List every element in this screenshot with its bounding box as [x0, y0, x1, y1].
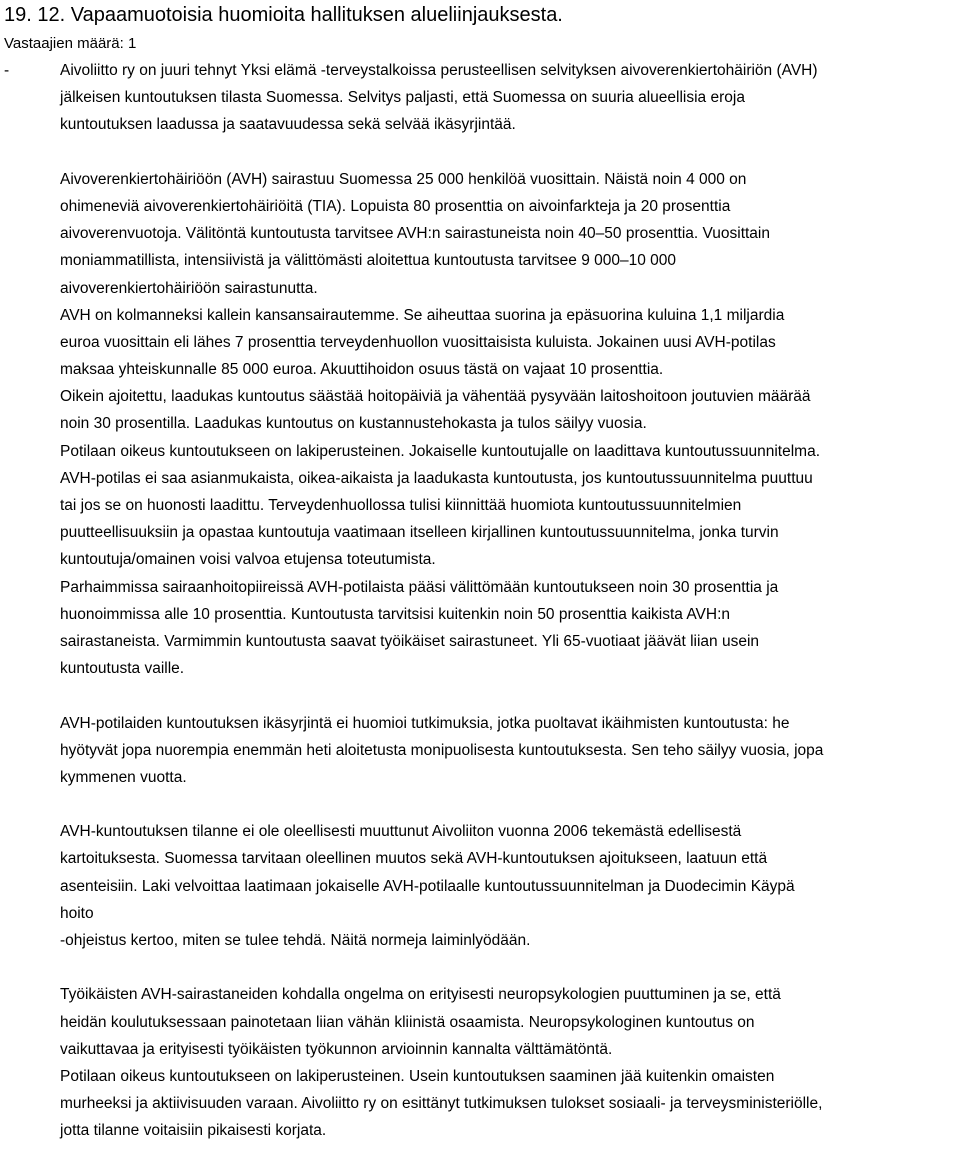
answer-line: AVH on kolmanneksi kallein kansansairautemme. Se aiheuttaa suorina ja epäsuorina kuluina 1,1 miljardia — [60, 306, 785, 324]
answer-line: Aivoverenkiertohäiriöön (AVH) sairastuu Suomessa 25 000 henkilöä vuosittain. Näistä noin 4 000 on — [60, 170, 747, 188]
answer-line: asenteisiin. Laki velvoittaa laatimaan jokaiselle AVH-potilaalle kuntoutussuunnitelman ja Duodecimin Käypä — [60, 877, 795, 895]
answer-line: kuntoutuksen laadussa ja saatavuudessa sekä selvää ikäsyrjintää. — [60, 116, 516, 134]
answer-line: euroa vuosittain eli lähes 7 prosenttia terveydenhuollon vuosittaisista kuluista. Jokainen uusi AVH-potilas — [60, 333, 776, 351]
answer-line: AVH-kuntoutuksen tilanne ei ole oleellisesti muuttunut Aivoliiton vuonna 2006 tekemästä edellisestä — [60, 823, 742, 841]
answer-line: aivoverenkiertohäiriöön sairastunutta. — [60, 279, 318, 297]
answer-text — [60, 57, 960, 1145]
answer-line — [60, 139, 960, 166]
answer-line — [60, 954, 960, 981]
answer-line: murheeksi ja aktiivisuuden varaan. Aivoliitto ry on esittänyt tutkimuksen tulokset sosiaali- ja terveysministeriölle, — [60, 1095, 823, 1113]
answer-line: vaikuttavaa ja erityisesti työikäisten työkunnon arvioinnin kannalta välttämätöntä. — [60, 1040, 613, 1058]
answer-line: AVH-potilas ei saa asianmukaista, oikea-aikaista ja laadukasta kuntoutusta, jos kuntoutussuunnitelma puuttuu — [60, 469, 813, 487]
answer-line: kymmenen vuotta. — [60, 768, 187, 786]
answer-line: sairastaneista. Varmimmin kuntoutusta saavat työikäiset sairastuneet. Yli 65-vuotiaat jäävät liian usein — [60, 632, 760, 650]
answer-line: moniammatillista, intensiivistä ja välittömästi aloitettua kuntoutusta tarvitsee 9 000–10 000 — [60, 252, 677, 270]
answer-line: puutteellisuuksiin ja opastaa kuntoutuja vaatimaan itselleen kirjallinen kuntoutussuunnitelma, jonka turvin — [60, 524, 779, 542]
answer-line: Potilaan oikeus kuntoutukseen on lakiperusteinen. Jokaiselle kuntoutujalle on laadittava kuntoutussuunnitelma. — [60, 442, 820, 460]
answer-bullet: - — [4, 62, 10, 79]
answer-line: Potilaan oikeus kuntoutukseen on lakiperusteinen. Usein kuntoutuksen saaminen jää kuitenkin omaisten — [60, 1067, 775, 1085]
answer-line: hoito — [60, 904, 94, 922]
answer-line: ohimeneviä aivoverenkiertohäiriöitä (TIA). Lopuista 80 prosenttia on aivoinfarkteja ja 20 prosenttia — [60, 197, 731, 215]
answer-line: huonoimmissa alle 10 prosenttia. Kuntoutusta tarvitsisi kuitenkin noin 50 prosenttia kaikista AVH:n — [60, 605, 731, 623]
answer-line: jälkeisen kuntoutuksen tilasta Suomessa. Selvitys paljasti, että Suomessa on suuria alueellisia eroja — [60, 89, 745, 107]
answer-line — [60, 791, 960, 818]
answer-line: aivoverenvuotoja. Välitöntä kuntoutusta tarvitsee AVH:n sairastuneista noin 40–50 prosenttia. Vuosittain — [60, 225, 770, 243]
question-title: 19. 12. Vapaamuotoisia huomioita hallituksen alueliinjauksesta. — [4, 4, 563, 26]
answer-line: kuntoutuja/omainen voisi valvoa etujensa toteutumista. — [60, 551, 436, 569]
answer-line — [60, 682, 960, 709]
answer-line: Työikäisten AVH-sairastaneiden kohdalla ongelma on erityisesti neuropsykologien puuttuminen ja se, että — [60, 986, 781, 1004]
answer-line: jotta tilanne voitaisiin pikaisesti korjata. — [60, 1122, 327, 1140]
respondent-count: Vastaajien määrä: 1 — [4, 35, 137, 52]
answer-line: maksaa yhteiskunnalle 85 000 euroa. Akuuttihoidon osuus tästä on vajaat 10 prosenttia. — [60, 361, 664, 379]
answer-line: Oikein ajoitettu, laadukas kuntoutus säästää hoitopäiviä ja vähentää pysyvään laitoshoitoon joutuvien määrää — [60, 388, 811, 406]
answer-line: -ohjeistus kertoo, miten se tulee tehdä. Näitä normeja laiminlyödään. — [60, 932, 531, 949]
answer-line: hyötyvät jopa nuorempia enemmän heti aloitetusta monipuolisesta kuntoutuksesta. Sen teho säilyy vuosia, jopa — [60, 741, 824, 759]
answer-line: kuntoutusta vaille. — [60, 660, 185, 678]
answer-line: AVH-potilaiden kuntoutuksen ikäsyrjintä ei huomioi tutkimuksia, jotka puoltavat ikäihmisten kuntoutusta: he — [60, 714, 790, 732]
answer-line: Aivoliitto ry on juuri tehnyt Yksi elämä -terveystalkoissa perusteellisen selvityksen aivoverenkiertohäiriön (AVH) — [60, 62, 818, 79]
answer-line: kartoituksesta. Suomessa tarvitaan oleellinen muutos sekä AVH-kuntoutuksen ajoitukseen, laatuun että — [60, 850, 768, 868]
answer-line: heidän koulutuksessaan painotetaan liian vähän kliinistä osaamista. Neuropsykologinen kuntoutus on — [60, 1013, 755, 1031]
answer-line: Parhaimmissa sairaanhoitopiireissä AVH-potilaista pääsi välittömään kuntoutukseen noin 30 prosenttia ja — [60, 578, 779, 596]
answer-line: noin 30 prosentilla. Laadukas kuntoutus on kustannustehokasta ja tulos säilyy vuosia. — [60, 415, 647, 433]
answer-line: tai jos se on huonosti laadittu. Terveydenhuollossa tulisi kiinnittää huomiota kuntoutussuunnitelmien — [60, 497, 742, 514]
